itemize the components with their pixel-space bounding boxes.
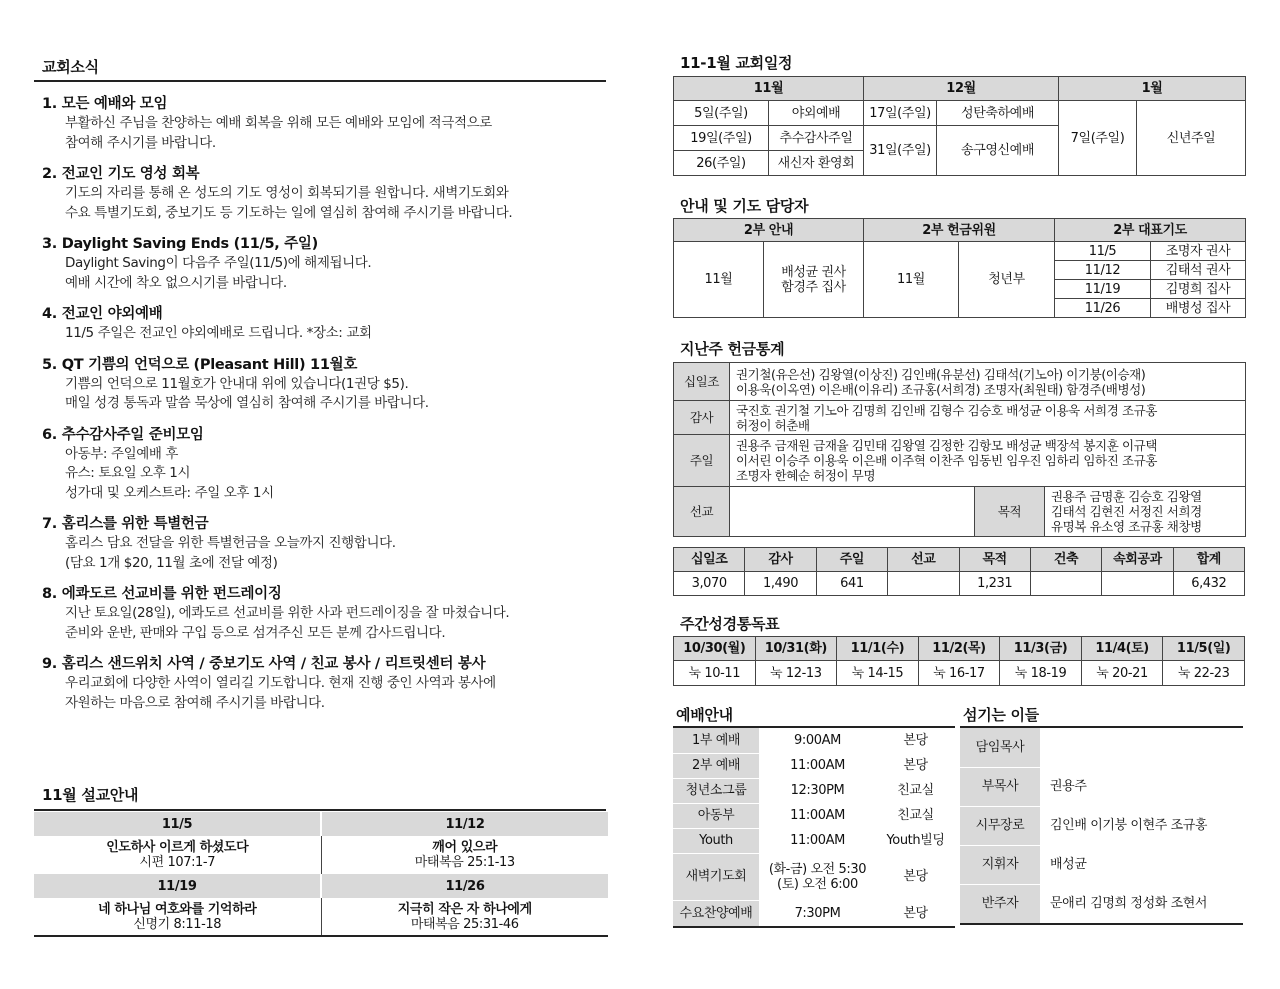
totals-value: 1,231 (959, 572, 1030, 596)
news-item-line: 준비와 운반, 판매와 구입 등으로 섬겨주신 모든 분께 감사드립니다. (65, 624, 446, 641)
news-item-title: 9. 홈리스 샌드위치 사역 / 중보기도 사역 / 친교 봉사 / 리트릿센터 봉사 (42, 656, 486, 672)
duty-prayer-date: 11/19 (1055, 280, 1151, 299)
bible-section-title: 주간성경통독표 (680, 615, 780, 633)
schedule-section-title: 11-1월 교회일정 (680, 54, 793, 72)
worship-name: 새벽기도회 (673, 853, 759, 900)
totals-value: 6,432 (1173, 572, 1244, 596)
news-item-line: 아동부: 주일예배 후 (65, 445, 179, 462)
schedule-date: 17일(주일) (864, 101, 937, 126)
totals-value (1030, 572, 1101, 596)
schedule-month: 1월 (1059, 77, 1246, 101)
sermon-ref: 신명기 8:11-18 (133, 916, 222, 932)
bible-day: 11/3(금) (1000, 637, 1082, 661)
bible-table (673, 636, 1245, 686)
totals-value (1102, 572, 1173, 596)
totals-value: 3,070 (674, 572, 745, 596)
schedule-date: 26(주일) (674, 151, 769, 176)
worship-place: Youth빌딩 (876, 828, 955, 853)
news-item-line: 부활하신 주님을 찬양하는 예배 회복을 위해 모든 예배와 모임에 적극적으로 (65, 115, 492, 131)
news-item-line: 매일 성경 통독과 말씀 묵상에 열심히 참여해 주시기를 바랍니다. (65, 395, 429, 411)
totals-header: 감사 (745, 548, 816, 572)
sermon-section-title: 11월 설교안내 (42, 786, 139, 804)
schedule-event: 새신자 환영회 (769, 151, 864, 176)
sermon-cell (321, 898, 608, 936)
news-item (42, 515, 602, 573)
sermon-ref: 시편 107:1-7 (139, 855, 216, 870)
news-item-line: 홈리스 담요 전달을 위한 특별헌금을 오늘까지 진행합니다. (65, 535, 396, 551)
news-item-title: 6. 추수감사주일 준비모임 (42, 426, 204, 443)
duty-header: 2부 안내 (674, 219, 864, 242)
duty-table (673, 218, 1246, 318)
sermon-date: 11/5 (34, 812, 321, 836)
worship-place: 본당 (876, 853, 955, 900)
schedule-event: 야외예배 (769, 101, 864, 126)
offering-table (673, 362, 1246, 537)
bible-reading: 눅 12-13 (755, 661, 837, 686)
totals-value: 1,490 (745, 572, 816, 596)
offering-names (1045, 487, 1246, 537)
totals-header: 목적 (959, 548, 1030, 572)
duty-prayer-date: 11/12 (1055, 261, 1151, 280)
worship-place: 본당 (876, 728, 955, 753)
schedule-event: 추수감사주일 (769, 126, 864, 151)
duty-prayer-name: 김명희 집사 (1151, 280, 1246, 299)
news-section-title: 교회소식 (42, 58, 99, 76)
totals-table (673, 547, 1245, 596)
duty-section-title: 안내 및 기도 담당자 (680, 197, 809, 215)
schedule-date: 7일(주일) (1059, 101, 1137, 176)
news-item-line: Daylight Saving이 다음주 주일(11/5)에 해제됩니다. (65, 255, 372, 271)
offering-names-line: 국진호 권기철 기노아 김명희 김인배 김형수 김승호 배성균 이용욱 서희경 조규홍 (736, 402, 1158, 418)
worship-name: 수요찬양예배 (673, 900, 759, 927)
minister-role: 부목사 (960, 767, 1040, 806)
totals-header: 합계 (1173, 548, 1244, 572)
worship-section-title: 예배안내 (676, 706, 733, 724)
minister-names: 김인배 이기붕 이현주 조규홍 (1040, 806, 1243, 845)
news-item (42, 95, 602, 153)
bible-day: 10/30(월) (674, 637, 756, 661)
news-item (42, 235, 602, 293)
news-title-rule (34, 80, 606, 82)
offering-names (730, 435, 1246, 487)
duty-guide-name: 함경주 집사 (781, 279, 846, 295)
minister-names: 문애리 김명희 정성화 조현서 (1040, 884, 1243, 924)
duty-header: 2부 대표기도 (1055, 219, 1246, 242)
duty-prayer-date: 11/5 (1055, 242, 1151, 261)
ministers-section-title: 섬기는 이들 (963, 706, 1039, 724)
sermon-cell (34, 836, 321, 874)
news-item-line: 자원하는 마음으로 참여해 주시기를 바랍니다. (65, 694, 325, 711)
offering-names-line: 조명자 한혜순 허정이 무명 (736, 468, 876, 483)
offering-names-line: 김태석 김현진 서정진 서희경 (1051, 504, 1202, 519)
worship-place: 본당 (876, 900, 955, 927)
offering-names-line: 이용욱(이옥연) 이은배(이유리) 조규홍(서희경) 조명자(최원태) 함경주(배병성) (736, 381, 1146, 397)
duty-offering-month: 11월 (864, 242, 959, 318)
news-item-line: 우리교회에 다양한 사역이 열리길 기도합니다. 현재 진행 중인 사역과 봉사에 (65, 675, 496, 691)
duty-guide-names (764, 242, 864, 318)
news-item (42, 165, 602, 223)
minister-role: 담임목사 (960, 728, 1040, 767)
worship-name: 1부 예배 (673, 728, 759, 753)
schedule-date: 5일(주일) (674, 101, 769, 126)
sermon-title-rule (34, 809, 606, 811)
worship-name: 청년소그룹 (673, 778, 759, 803)
news-item (42, 426, 602, 504)
schedule-event: 신년주일 (1137, 101, 1246, 176)
news-item (42, 655, 602, 713)
offering-names-line: 권기철(유은선) 김왕열(이상진) 김인배(유분선) 김태석(기노아) 이기붕(이승재) (736, 366, 1146, 382)
offering-names-line: 유명복 유소영 조규홍 채창병 (1051, 519, 1202, 534)
offering-label: 목적 (975, 487, 1045, 537)
news-item-line: 기도의 자리를 통해 온 성도의 기도 영성이 회복되기를 원합니다. 새벽기도회와 (65, 185, 509, 201)
sermon-table (34, 812, 608, 937)
duty-prayer-name: 배병성 집사 (1151, 299, 1246, 318)
schedule-month: 11월 (674, 77, 864, 101)
duty-header: 2부 헌금위원 (864, 219, 1055, 242)
sermon-cell (321, 836, 608, 874)
offering-label: 선교 (674, 487, 730, 537)
minister-role: 지휘자 (960, 845, 1040, 884)
totals-value (888, 572, 959, 596)
sermon-title: 네 하나님 여호와를 기억하라 (98, 901, 257, 917)
bible-day: 11/4(토) (1081, 637, 1163, 661)
totals-header: 십일조 (674, 548, 745, 572)
offering-label: 십일조 (674, 363, 730, 401)
minister-role: 시무장로 (960, 806, 1040, 845)
schedule-date: 19일(주일) (674, 126, 769, 151)
news-item-title: 3. Daylight Saving Ends (11/5, 주일) (42, 236, 318, 252)
news-item-line: 유스: 토요일 오후 1시 (65, 465, 191, 481)
bible-reading: 눅 22-23 (1163, 661, 1245, 686)
sermon-ref: 마태복음 25:31-46 (410, 916, 519, 932)
offering-section-title: 지난주 헌금통계 (680, 340, 785, 358)
news-item-line: (담요 1개 $20, 11월 초에 전달 예정) (65, 554, 278, 571)
schedule-date: 31일(주일) (864, 126, 937, 176)
totals-header: 건축 (1030, 548, 1101, 572)
duty-offering-group: 청년부 (959, 242, 1055, 318)
bible-reading: 눅 14-15 (837, 661, 919, 686)
sermon-date: 11/12 (321, 812, 608, 836)
news-item-line: 기쁨의 언덕으로 11월호가 안내대 위에 있습니다(1권당 $5). (65, 375, 409, 392)
bible-day: 11/2(목) (918, 637, 1000, 661)
news-item-line: 11/5 주일은 전교인 야외예배로 드립니다. *장소: 교회 (65, 325, 372, 341)
worship-place: 본당 (876, 753, 955, 778)
sermon-cell (34, 898, 321, 936)
sermon-title: 지극히 작은 자 하나에게 (397, 901, 532, 917)
worship-table (673, 728, 955, 928)
duty-guide-month: 11월 (674, 242, 764, 318)
schedule-event: 송구영신예배 (937, 126, 1059, 176)
offering-label: 주일 (674, 435, 730, 487)
offering-names (730, 363, 1246, 401)
worship-name: 2부 예배 (673, 753, 759, 778)
schedule-table (673, 76, 1246, 176)
news-item-title: 2. 전교인 기도 영성 회복 (42, 166, 200, 182)
totals-header: 선교 (888, 548, 959, 572)
sermon-ref: 마태복음 25:1-13 (414, 855, 515, 870)
worship-time: 7:30PM (759, 900, 876, 927)
news-list (42, 95, 602, 725)
totals-header: 속회공과 (1102, 548, 1173, 572)
worship-time: 11:00AM (759, 803, 876, 828)
worship-time: 9:00AM (759, 728, 876, 753)
offering-names-line: 권용주 금명훈 김승호 김왕열 (1051, 489, 1202, 504)
news-item (42, 585, 602, 643)
bible-reading: 눅 16-17 (918, 661, 1000, 686)
news-item (42, 356, 602, 414)
schedule-event: 성탄축하예배 (937, 101, 1059, 126)
news-item (42, 305, 602, 344)
minister-names (1040, 728, 1243, 767)
offering-label: 감사 (674, 401, 730, 435)
bible-reading: 눅 10-11 (674, 661, 756, 686)
totals-header: 주일 (816, 548, 887, 572)
worship-name: 아동부 (673, 803, 759, 828)
worship-time: 11:00AM (759, 828, 876, 853)
bible-reading: 눅 18-19 (1000, 661, 1082, 686)
ministers-table (960, 728, 1243, 925)
bible-reading: 눅 20-21 (1081, 661, 1163, 686)
worship-time: 11:00AM (759, 753, 876, 778)
news-item-line: 예배 시간에 착오 없으시기를 바랍니다. (65, 274, 287, 291)
schedule-month: 12월 (864, 77, 1059, 101)
sermon-title: 인도하사 이르게 하셨도다 (106, 840, 249, 855)
offering-names-line: 이서린 이승주 이용욱 이은배 이주혁 이찬주 임동빈 임우진 임하리 임하진 조규홍 (736, 453, 1158, 468)
minister-names: 배성균 (1040, 845, 1243, 884)
duty-prayer-name: 조명자 권사 (1151, 242, 1246, 261)
duty-guide-name: 배성균 권사 (781, 264, 846, 280)
offering-names (730, 401, 1246, 435)
duty-prayer-name: 김태석 권사 (1151, 261, 1246, 280)
bible-day: 10/31(화) (755, 637, 837, 661)
sermon-title: 깨어 있으라 (432, 840, 498, 855)
worship-time: 12:30PM (759, 778, 876, 803)
news-item-title: 5. QT 기쁨의 언덕으로 (Pleasant Hill) 11월호 (42, 356, 358, 373)
minister-names: 권용주 (1040, 767, 1243, 806)
worship-place: 친교실 (876, 778, 955, 803)
duty-prayer-date: 11/26 (1055, 299, 1151, 318)
news-item-title: 8. 에콰도르 선교비를 위한 펀드레이징 (42, 586, 282, 602)
worship-place: 친교실 (876, 803, 955, 828)
minister-role: 반주자 (960, 884, 1040, 924)
worship-time: (화-금) 오전 5:30 (토) 오전 6:00 (759, 853, 876, 900)
news-item-title: 1. 모든 예배와 모임 (42, 96, 168, 112)
bible-day: 11/5(일) (1163, 637, 1245, 661)
news-item-line: 성가대 및 오케스트라: 주일 오후 1시 (65, 484, 274, 501)
offering-names-line: 허정이 허춘배 (736, 417, 810, 433)
news-item-line: 참여해 주시기를 바랍니다. (65, 134, 216, 151)
offering-mission-names (730, 487, 975, 537)
bible-day: 11/1(수) (837, 637, 919, 661)
news-item-title: 4. 전교인 야외예배 (42, 306, 163, 322)
offering-names-line: 권용주 금재원 금재율 김민태 김왕열 김정한 김항모 배성균 백장석 봉지훈 이규택 (736, 438, 1158, 453)
news-item-line: 수요 특별기도회, 중보기도 등 기도하는 일에 열심히 참여해 주시기를 바랍니다. (65, 204, 513, 221)
sermon-date: 11/19 (34, 874, 321, 898)
news-item-title: 7. 홈리스를 위한 특별헌금 (42, 516, 209, 532)
news-item-line: 지난 토요일(28일), 에콰도르 선교비를 위한 사과 펀드레이징을 잘 마쳤습니다. (65, 605, 510, 621)
sermon-date: 11/26 (321, 874, 608, 898)
totals-value: 641 (816, 572, 887, 596)
worship-name: Youth (673, 828, 759, 853)
